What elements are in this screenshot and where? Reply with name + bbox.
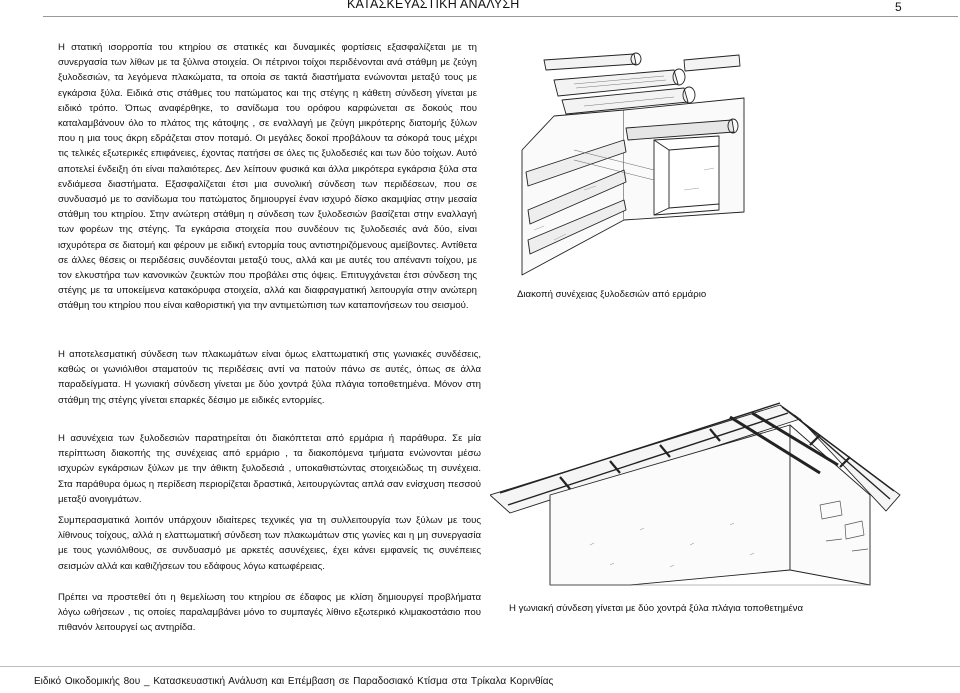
figure-2-caption: Η γωνιακή σύνδεση γίνεται με δύο χοντρά ξύλα πλάγια τοποθετημένα (509, 603, 804, 614)
figure-corner-connection (490, 345, 905, 595)
paragraph-2: Η αποτελεσματική σύνδεση των πλακωμάτων είναι όμως ελαττωματική στις γωνιακές συνδέσεις, καθώς οι γωνιόλιθοι σταματούν τις περιδέσεις αντί να πατούν πάνω σε αυτές, όπως σε άλλα παραδείγματα. Η γωνιακή σύνδεση γίνεται με δύο χοντρά ξύλα πλάγια τοποθετημένα. Μόνον στη στάθμη της στέγης γίνεται επαρκές δέσιμο με ειδικές εντορμίες. (58, 349, 481, 406)
header-rule (43, 16, 958, 17)
corner-connection-sketch (490, 345, 905, 595)
paragraph-3: Η ασυνέχεια των ξυλοδεσιών παρατηρείται ότι διακόπτεται από ερμάρια ή παράθυρα. Σε μία περίπτωση διακοπής της συνέχειας από ερμάριο , τα διακοπόμενα τμήματα ενώνονται μέσω ισχυρών εγκάρσιων ξύλων με την άθικτη ξυλοδεσιά , υποκαθιστώντας στοιχειώδως τη συνέχεια. Στα παράθυρα όμως η περίδεση περιορίζεται δραστικά, λειτουργώντας απλά σαν ενίσχυση πεσσού μεταξύ ανοιγμάτων. (58, 433, 481, 505)
paragraph-5: Πρέπει να προστεθεί ότι η θεμελίωση του κτηρίου σε έδαφος με κλίση δημιουργεί προβλήματα λόγω ωθήσεων , τις οποίες παραλαμβάνει μόνο το συμπαγές λίθινο εξωτερικό κλιμακοστάσιο που πιθανόν λειτουργεί ως αντηρίδα. (58, 592, 481, 634)
page-header (0, 0, 960, 16)
page-footer: Ειδικό Οικοδομικής 8ου _ Κατασκευαστική Ανάλυση και Επέμβαση σε Παραδοσιακό Κτίσμα στα Τρίκαλα Κορινθίας (34, 676, 554, 687)
footer-rule (0, 666, 960, 667)
figure-1-caption: Διακοπή συνέχειας ξυλοδεσιών από ερμάριο (517, 289, 707, 300)
paragraph-1: Η στατική ισορροπία του κτηρίου σε στατικές και δυναμικές φορτίσεις εξασφαλίζεται με τη συνεργασία των λίθων με τα ξύλινα στοιχεία. Οι πέτρινοι τοίχοι περιδένονται ανά στάθμη με ζεύγη ξυλοδεσιών, τα λεγόμενα πλακώματα, τα οποία σε τακτά διαστήματα ενώνονται μεταξύ τους με εγκάρσια ξύλα. Ειδικά στις στάθμες του πατώματος και της στέγης η κάθετη σύνδεση γίνεται με ειδικό τρόπο. Όπως αναφέρθηκε, το σανίδωμα του ορόφου καρφώνεται σε δοκούς που καταλαμβάνουν όλο το πλάτος της κάτοψης , σε εναλλαγή με ζεύγη μικρότερης διατομής ξύλων που η μια τους άκρη εδράζεται στον ποταμό. Οι μεγάλες δοκοί προβάλουν τα σόκορά τους μέχρι τις τελικές εξωτερικές επιφάνειες, έχοντας πατήσει σε όλες τις ξυλοδεσιές και των δύο τοίχων. Αυτό αποτελεί ένδειξη ότι είναι παλαιότερες. Δεν λείπουν φυσικά και άλλα μικρότερα εγκάρσια ξύλα στα ενδιάμεσα διαστήματα. Εξασφαλίζεται έτσι μια συνολική σύνδεση των περιδέσεων, που σε συνδυασμό με το σανίδωμα του πατώματος δημιουργεί έναν ισχυρό δίσκο ακαμψίας στην μεσαία στάθμη του κτηρίου. Στην ανώτερη στάθμη η σύνδεση των ξυλοδεσιών βασίζεται στην εναλλαγή των φορέων της στέγης. Τα εγκάρσια στοιχεία που συνδέουν τις ξυλοδεσιές ανά δύο, είναι ισχυρότερα σε διατομή και φέρουν με ειδική εντορμία τους αντιστηριζόμενους αμείβοντες. Αντίθετα σε άλλες θέσεις οι περιδέσεις συνδέονται μεταξύ τους, αλλά και με αυτές του απέναντι τοίχου, με τον ελκυστήρα των κανονικών ζευκτών που προβάλει στις όψεις. Επιτυγχάνεται έτσι σύνδεση της στέγης με τα υποκείμενα κατακόρυφα στοιχεία, αλλά και διαφραγματική λειτουργία στην ανώτερη στάθμη του κτηρίου που είναι καθοριστική για την αντιμετώπιση των καταπονήσεων του σεισμού. (58, 42, 477, 312)
header-title: ΚΑΤΑΣΚΕΥΑΣΤΙΚΗ ΑΝΑΛΥΣΗ (347, 0, 520, 11)
page-number: 5 (895, 0, 902, 14)
figure-cupboard-interruption (514, 40, 752, 288)
cupboard-sketch (514, 40, 752, 288)
paragraph-4: Συμπερασματικά λοιπόν υπάρχουν ιδιαίτερες τεχνικές για τη συλλειτουργία των ξύλων με τους λίθινους τοίχους, αλλά η ελαττωματική σύνδεση των πλακωμάτων στις γωνίες και η μη συνεργασία με τους γωνιόλιθους, σε συνδυασμό με αρκετές ασυνέχειες, έχει κάνει εμφανείς τις συνέπειες σεισμών αλλά και καθιζήσεων του εδάφους λόγω κατωφέρειας. (58, 515, 481, 572)
